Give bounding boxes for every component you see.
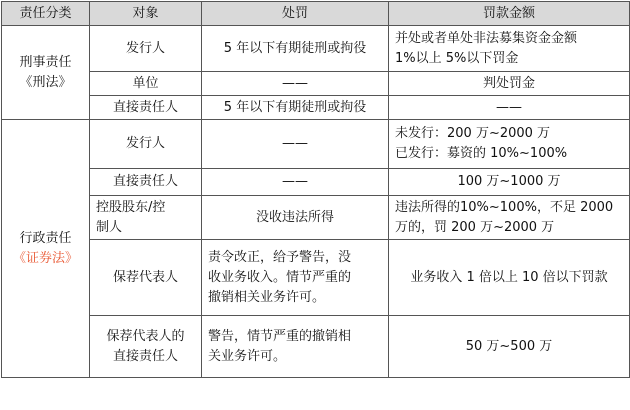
penalty-cell bbox=[202, 240, 389, 316]
fine-text: 并处或者单处非法募集资金金额 bbox=[395, 30, 578, 46]
subject-cell: 单位 bbox=[90, 72, 202, 96]
penalty-cell: 5 年以下有期徒刑或拘役 bbox=[202, 26, 389, 72]
criminal-category-cell bbox=[2, 26, 90, 120]
fine-text: 1%以上 5%以下罚金 bbox=[395, 50, 519, 66]
header-subject: 对象 bbox=[90, 2, 202, 26]
subject-text: 保荐代表人的 bbox=[106, 328, 185, 344]
subject-cell: 发行人 bbox=[90, 26, 202, 72]
table-row bbox=[2, 316, 630, 378]
penalty-cell: —— bbox=[202, 72, 389, 96]
fine-text: 万的，罚 200 万~2000 万 bbox=[395, 219, 555, 235]
table-row bbox=[2, 169, 630, 196]
table-row bbox=[2, 120, 630, 169]
subject-cell bbox=[90, 196, 202, 240]
fine-cell: 判处罚金 bbox=[389, 72, 630, 96]
penalty-cell: 没收违法所得 bbox=[202, 196, 389, 240]
penalty-cell bbox=[202, 316, 389, 378]
subject-text: 控股股东/控 bbox=[96, 199, 166, 215]
penalty-cell: 5 年以下有期徒刑或拘役 bbox=[202, 96, 389, 120]
administrative-category-cell bbox=[2, 120, 90, 378]
penalty-cell: —— bbox=[202, 120, 389, 169]
table-row bbox=[2, 240, 630, 316]
penalty-text: 警告，情节严重的撤销相 bbox=[208, 328, 352, 344]
subject-text: 制人 bbox=[96, 219, 123, 235]
subject-cell: 发行人 bbox=[90, 120, 202, 169]
penalty-text: 撤销相关业务许可。 bbox=[208, 289, 326, 305]
fine-text: 已发行：募资的 10%~100% bbox=[395, 146, 568, 161]
table-row bbox=[2, 196, 630, 240]
subject-cell: 直接责任人 bbox=[90, 96, 202, 120]
fine-cell bbox=[389, 196, 630, 240]
penalty-cell: —— bbox=[202, 169, 389, 196]
fine-cell: —— bbox=[389, 96, 630, 120]
subject-cell: 直接责任人 bbox=[90, 169, 202, 196]
table-row bbox=[2, 96, 630, 120]
header-penalty: 处罚 bbox=[202, 2, 389, 26]
subject-text: 直接责任人 bbox=[112, 348, 178, 364]
fine-cell bbox=[389, 120, 630, 169]
criminal-law: 《刑法》 bbox=[19, 74, 72, 90]
liability-table bbox=[1, 1, 630, 378]
fine-cell: 100 万~1000 万 bbox=[389, 169, 630, 196]
header-fine: 罚款金额 bbox=[389, 2, 630, 26]
fine-text: 违法所得的10%~100%，不足 2000 bbox=[395, 199, 614, 215]
administrative-title: 行政责任 bbox=[19, 230, 72, 246]
fine-cell bbox=[389, 26, 630, 72]
table-row bbox=[2, 72, 630, 96]
table-header-row bbox=[2, 2, 630, 26]
penalty-text: 关业务许可。 bbox=[208, 348, 287, 364]
penalty-text: 责令改正，给予警告，没 bbox=[208, 249, 352, 265]
fine-cell: 50 万~500 万 bbox=[389, 316, 630, 378]
administrative-law: 《证券法》 bbox=[12, 250, 78, 266]
criminal-title: 刑事责任 bbox=[19, 54, 72, 70]
penalty-text: 收业务收入。情节严重的 bbox=[208, 269, 352, 285]
fine-text: 未发行：200 万~2000 万 bbox=[395, 126, 551, 141]
subject-cell: 保荐代表人 bbox=[90, 240, 202, 316]
table-row bbox=[2, 26, 630, 72]
header-category: 责任分类 bbox=[2, 2, 90, 26]
subject-cell bbox=[90, 316, 202, 378]
fine-cell: 业务收入 1 倍以上 10 倍以下罚款 bbox=[389, 240, 630, 316]
